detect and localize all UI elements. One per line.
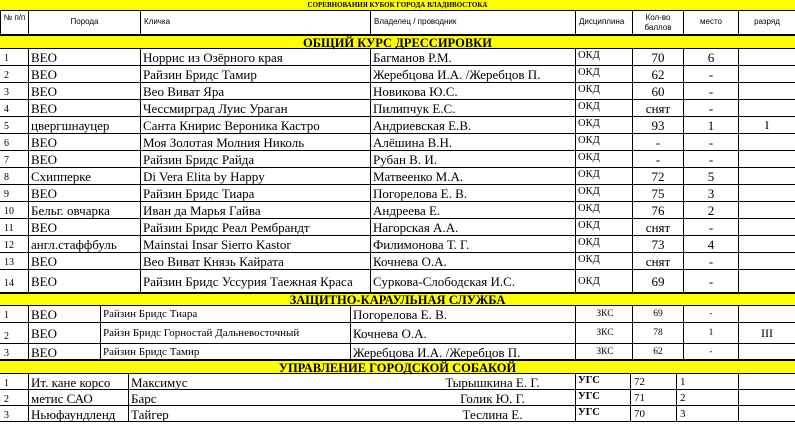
breed-cell: ВЕО <box>28 270 140 292</box>
place-cell: - <box>683 83 738 99</box>
rank-cell <box>738 151 795 167</box>
breed-cell: Ньюфаундленд <box>28 406 128 421</box>
owner-cell: Нагорская А.А. <box>370 219 575 235</box>
rank-cell <box>738 49 795 65</box>
dog-name-cell: Чессмирград Луис Ураган <box>140 100 370 116</box>
breed-cell: ВЕО <box>28 323 100 343</box>
place-cell: 6 <box>683 49 738 65</box>
breed-cell: ВЕО <box>28 66 140 82</box>
discipline-cell: ЗКС <box>575 344 632 359</box>
discipline-cell: ОКД <box>575 49 632 65</box>
place-cell: - <box>683 344 738 359</box>
rank-cell <box>738 66 795 82</box>
discipline-cell: ОКД <box>575 100 632 116</box>
row-number: 10 <box>4 206 14 217</box>
header-score: Кол-во баллов <box>632 11 683 34</box>
owner-cell: Жеребцова И.А. /Жеребцов П. <box>370 66 575 82</box>
owner-cell: Погорелова Е. В. <box>370 185 575 201</box>
owner-cell: Суркова-Слободская И.С. <box>370 270 575 292</box>
owner-cell: Теслина Е. <box>462 407 523 421</box>
table-row <box>0 306 795 323</box>
place-cell: - <box>683 219 738 235</box>
breed-cell: англ.стаффбуль <box>28 236 140 252</box>
rank-cell <box>738 406 795 421</box>
dog-name-cell: Mainstai Insar Sierro Kastor <box>140 236 370 252</box>
row-number: 3 <box>4 410 9 421</box>
score-cell: 78 <box>632 323 683 343</box>
table-row <box>0 66 795 83</box>
owner-cell: Новикова Ю.С. <box>370 83 575 99</box>
row-number: 3 <box>4 87 9 98</box>
score-cell: 70 <box>630 406 676 421</box>
table-row <box>0 406 795 422</box>
table-row <box>0 374 795 390</box>
table-row <box>0 100 795 117</box>
owner-cell: Матвеенко М.А. <box>370 168 575 184</box>
header-owner: Владелец / проводник <box>370 11 575 34</box>
score-cell: 72 <box>632 168 683 184</box>
breed-cell: ВЕО <box>28 344 100 359</box>
row-number: 2 <box>4 331 9 342</box>
discipline-cell: ОКД <box>575 134 632 150</box>
place-cell: - <box>683 270 738 292</box>
table-row <box>0 83 795 100</box>
breed-cell: ВЕО <box>28 134 140 150</box>
place-cell: - <box>683 151 738 167</box>
dog-name-cell: Барс <box>128 390 410 405</box>
rank-cell <box>738 270 795 292</box>
score-cell: снят <box>632 100 683 116</box>
discipline-cell: УГС <box>575 374 630 389</box>
discipline-cell: ЗКС <box>575 306 632 322</box>
rank-cell <box>738 253 795 269</box>
breed-cell: Бельг. овчарка <box>28 202 140 218</box>
dog-name-cell: Тайгер <box>128 406 410 421</box>
place-cell: - <box>683 100 738 116</box>
breed-cell: метис САО <box>28 390 128 405</box>
score-cell: 75 <box>632 185 683 201</box>
score-cell: 72 <box>630 374 676 389</box>
dog-name-cell: Норрис из Озёрного края <box>140 49 370 65</box>
rank-cell <box>738 306 795 322</box>
rank-cell: I <box>738 117 795 133</box>
row-number: 9 <box>4 189 9 200</box>
table-row <box>0 236 795 253</box>
header-rank: разряд <box>738 11 795 34</box>
breed-cell: ВЕО <box>28 100 140 116</box>
discipline-cell: ОКД <box>575 185 632 201</box>
table-row <box>0 202 795 219</box>
section-title: ОБЩИЙ КУРС ДРЕССИРОВКИ <box>0 35 795 49</box>
dog-name-cell: Райзин Бридс Тамир <box>100 344 350 359</box>
discipline-cell: ОКД <box>575 151 632 167</box>
place-cell: - <box>683 306 738 322</box>
place-cell: 2 <box>676 390 738 405</box>
row-number: 13 <box>4 257 14 268</box>
breed-cell: Схипперке <box>28 168 140 184</box>
rank-cell <box>738 83 795 99</box>
dog-name-cell: Максимус <box>128 374 410 389</box>
rank-cell <box>738 374 795 389</box>
header-num: № п/п <box>0 11 28 34</box>
table-row <box>0 134 795 151</box>
row-number: 11 <box>4 223 14 234</box>
page-title: СОРЕВНОВАНИЯ КУБОК ГОРОДА ВЛАДИВОСТОКА <box>0 0 795 11</box>
row-number: 7 <box>4 155 9 166</box>
table-row <box>0 185 795 202</box>
header-name: Кличка <box>140 11 370 34</box>
row-number: 5 <box>4 121 9 132</box>
owner-cell: Пилипчук Е.С. <box>370 100 575 116</box>
discipline-cell: ОКД <box>575 66 632 82</box>
score-cell: 60 <box>632 83 683 99</box>
row-number: 1 <box>4 53 9 64</box>
breed-cell: цвергшнауцер <box>28 117 140 133</box>
row-number: 4 <box>4 104 9 115</box>
owner-cell: Андриевская Е.В. <box>370 117 575 133</box>
owner-cell: Кочнева О.А. <box>370 253 575 269</box>
place-cell: 1 <box>683 117 738 133</box>
discipline-cell: УГС <box>575 390 630 405</box>
breed-cell: ВЕО <box>28 253 140 269</box>
row-number: 3 <box>4 348 9 359</box>
place-cell: 1 <box>683 323 738 343</box>
rank-cell <box>738 202 795 218</box>
owner-cell: Филимонова Т. Г. <box>370 236 575 252</box>
score-cell: 62 <box>632 66 683 82</box>
section-title: ЗАЩИТНО-КАРАУЛЬНАЯ СЛУЖБА <box>0 293 795 306</box>
table-row <box>0 219 795 236</box>
discipline-cell: ОКД <box>575 270 632 292</box>
breed-cell: ВЕО <box>28 306 100 322</box>
table-row <box>0 390 795 406</box>
dog-name-cell: Моя Золотая Молния Николь <box>140 134 370 150</box>
owner-cell: Андреева Е. <box>370 202 575 218</box>
place-cell: - <box>683 253 738 269</box>
row-number: 6 <box>4 138 9 149</box>
breed-cell: ВЕО <box>28 83 140 99</box>
table-row <box>0 253 795 270</box>
rank-cell <box>738 134 795 150</box>
discipline-cell: ЗКС <box>575 323 632 343</box>
rank-cell <box>738 100 795 116</box>
dog-name-cell: Райзин Бридс Тиара <box>140 185 370 201</box>
place-cell: - <box>683 66 738 82</box>
dog-name-cell: Райзн Бридс Горностай Дальневосточный <box>100 323 350 343</box>
row-number: 8 <box>4 172 9 183</box>
row-number: 2 <box>4 70 9 81</box>
place-cell: 4 <box>683 236 738 252</box>
discipline-cell: ОКД <box>575 253 632 269</box>
table-row <box>0 151 795 168</box>
score-cell: - <box>632 151 683 167</box>
rank-cell <box>738 344 795 359</box>
score-cell: 69 <box>632 306 683 322</box>
breed-cell: ВЕО <box>28 219 140 235</box>
discipline-cell: ОКД <box>575 117 632 133</box>
table-row <box>0 270 795 293</box>
table-row <box>0 344 795 360</box>
table-row <box>0 168 795 185</box>
rank-cell <box>738 390 795 405</box>
owner-cell: Рубан В. И. <box>370 151 575 167</box>
owner-cell: Багманов Р.М. <box>370 49 575 65</box>
dog-name-cell: Райзин Бридс Уссурия Таежная Краса <box>140 270 370 292</box>
owner-cell: Алёшина В.Н. <box>370 134 575 150</box>
discipline-cell: ОКД <box>575 202 632 218</box>
table-row <box>0 117 795 134</box>
score-cell: 70 <box>632 49 683 65</box>
dog-name-cell: Райзин Бридс Реал Рембрандт <box>140 219 370 235</box>
dog-name-cell: Иван да Марья Гайва <box>140 202 370 218</box>
breed-cell: ВЕО <box>28 185 140 201</box>
rank-cell: III <box>738 323 795 343</box>
rank-cell <box>738 219 795 235</box>
dog-name-cell: Вео Виват Яра <box>140 83 370 99</box>
discipline-cell: ОКД <box>575 168 632 184</box>
score-cell: снят <box>632 219 683 235</box>
breed-cell: ВЕО <box>28 151 140 167</box>
table-row <box>0 49 795 66</box>
header-breed: Порода <box>28 11 140 34</box>
score-cell: снят <box>632 253 683 269</box>
rank-cell <box>738 236 795 252</box>
owner-cell: Кочнева О.А. <box>350 323 575 343</box>
dog-name-cell: Райзин Бридс Тиара <box>100 306 350 322</box>
score-cell: 93 <box>632 117 683 133</box>
place-cell: 3 <box>676 406 738 421</box>
section-title: УПРАВЛЕНИЕ ГОРОДСКОЙ СОБАКОЙ <box>0 360 795 374</box>
dog-name-cell: Райзин Бридс Тамир <box>140 66 370 82</box>
dog-name-cell: Вео Виват Князь Кайрата <box>140 253 370 269</box>
header-discipline: Дисциплина <box>575 11 632 34</box>
row-number: 12 <box>4 240 14 251</box>
header-place: место <box>683 11 738 34</box>
rank-cell <box>738 185 795 201</box>
breed-cell: Ит. кане корсо <box>28 374 128 389</box>
discipline-cell: ОКД <box>575 236 632 252</box>
owner-cell: Тырышкина Е. Г. <box>445 375 540 389</box>
row-number: 1 <box>4 310 9 321</box>
row-number: 2 <box>4 394 9 405</box>
rank-cell <box>738 168 795 184</box>
breed-cell: ВЕО <box>28 49 140 65</box>
place-cell: 2 <box>683 202 738 218</box>
discipline-cell: ОКД <box>575 219 632 235</box>
score-cell: - <box>632 134 683 150</box>
score-cell: 71 <box>630 390 676 405</box>
owner-cell: Погорелова Е. В. <box>350 306 575 322</box>
score-cell: 73 <box>632 236 683 252</box>
discipline-cell: УГС <box>575 406 630 421</box>
score-cell: 69 <box>632 270 683 292</box>
place-cell: 3 <box>683 185 738 201</box>
dog-name-cell: Di Vera Elita by Happy <box>140 168 370 184</box>
dog-name-cell: Райзин Бридс Райда <box>140 151 370 167</box>
row-number: 1 <box>4 378 9 389</box>
dog-name-cell: Санта Книрис Вероника Кастро <box>140 117 370 133</box>
owner-cell: Голик Ю. Г. <box>460 391 525 405</box>
score-cell: 76 <box>632 202 683 218</box>
discipline-cell: ОКД <box>575 83 632 99</box>
header-row <box>0 11 795 35</box>
place-cell: 1 <box>676 374 738 389</box>
place-cell: 5 <box>683 168 738 184</box>
row-number: 14 <box>4 278 14 289</box>
owner-cell: Жеребцова И.А. /Жеребцов П. <box>350 344 575 359</box>
score-cell: 62 <box>632 344 683 359</box>
table-row <box>0 323 795 344</box>
place-cell: - <box>683 134 738 150</box>
